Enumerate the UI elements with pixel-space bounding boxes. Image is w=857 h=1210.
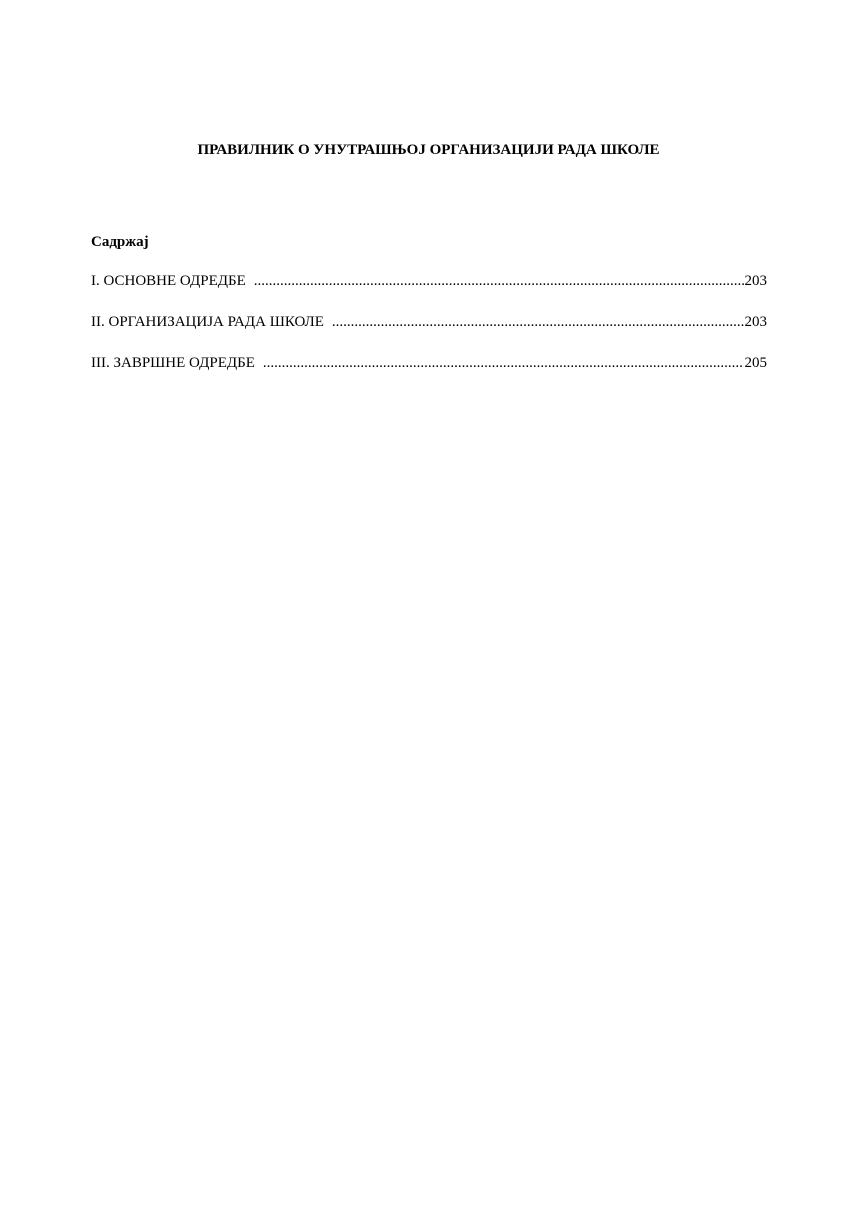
toc-dot-leader — [254, 271, 744, 291]
toc-entry-osnovne-odredbe[interactable] — [91, 271, 767, 291]
toc-entry-page: 203 — [744, 314, 767, 330]
toc-entry-page: 205 — [744, 355, 767, 371]
toc-entry-label: II. ОРГАНИЗАЦИЈА РАДА ШКОЛЕ — [91, 314, 324, 330]
toc-entry-page: 203 — [744, 273, 767, 289]
toc-entry-zavrsne-odredbe[interactable] — [91, 353, 767, 373]
toc-entry-label: I. ОСНОВНЕ ОДРЕДБЕ — [91, 273, 246, 289]
toc-entry-label: III. ЗАВРШНЕ ОДРЕДБЕ — [91, 355, 255, 371]
toc-entry-organizacija-rada[interactable] — [91, 312, 767, 332]
table-of-contents — [91, 271, 767, 394]
toc-heading: Садржај — [91, 234, 149, 250]
toc-dot-leader — [263, 353, 744, 373]
toc-dot-leader — [332, 312, 744, 332]
document-title: ПРАВИЛНИК О УНУТРАШЊОЈ ОРГАНИЗАЦИЈИ РАДА ШКОЛЕ — [197, 142, 660, 158]
